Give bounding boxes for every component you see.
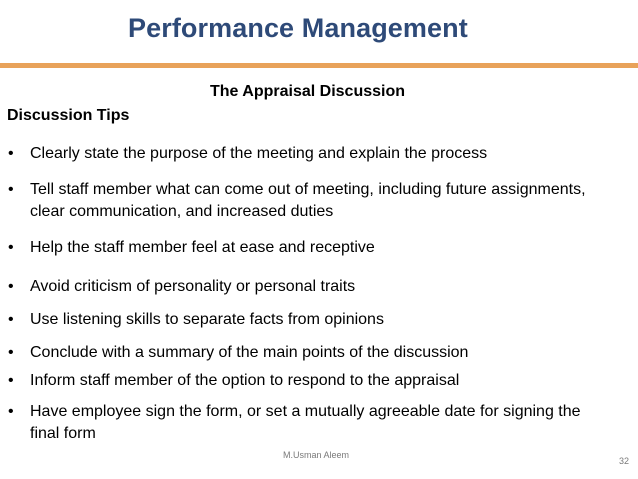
bullet-text: Have employee sign the form, or set a mutually agreeable date for signing the final form bbox=[30, 403, 581, 442]
bullet-text: Help the staff member feel at ease and receptive bbox=[30, 239, 375, 256]
bullet-marker: • bbox=[8, 181, 14, 198]
bullet-item bbox=[8, 401, 593, 445]
bullet-item bbox=[8, 342, 608, 364]
bullet-item bbox=[8, 179, 598, 223]
page-number: 32 bbox=[619, 456, 630, 466]
bullet-text: Conclude with a summary of the main points of the discussion bbox=[30, 344, 469, 361]
bullet-marker: • bbox=[8, 145, 14, 162]
bullet-item bbox=[8, 237, 608, 259]
bullet-text: Clearly state the purpose of the meeting and explain the process bbox=[30, 145, 488, 162]
bullet-text: Avoid criticism of personality or personal traits bbox=[30, 278, 356, 295]
bullet-item bbox=[8, 276, 608, 298]
bullet-item bbox=[8, 143, 608, 165]
slide-title: Performance Management bbox=[128, 13, 468, 43]
section-heading: Discussion Tips bbox=[7, 107, 130, 124]
bullet-item bbox=[8, 370, 608, 392]
bullet-marker: • bbox=[8, 403, 14, 420]
bullet-item bbox=[8, 309, 608, 331]
bullet-marker: • bbox=[8, 344, 14, 361]
bullet-marker: • bbox=[8, 239, 14, 256]
bullet-text: Tell staff member what can come out of meeting, including future assignments, clear communication, and increased duties bbox=[30, 181, 586, 220]
bullet-marker: • bbox=[8, 278, 14, 295]
slide-subtitle: The Appraisal Discussion bbox=[210, 83, 406, 100]
bullet-text: Inform staff member of the option to respond to the appraisal bbox=[30, 372, 460, 389]
bullet-text: Use listening skills to separate facts from opinions bbox=[30, 311, 384, 328]
bullet-marker: • bbox=[8, 372, 14, 389]
bullet-marker: • bbox=[8, 311, 14, 328]
footer-author: M.Usman Aleem bbox=[283, 450, 350, 460]
